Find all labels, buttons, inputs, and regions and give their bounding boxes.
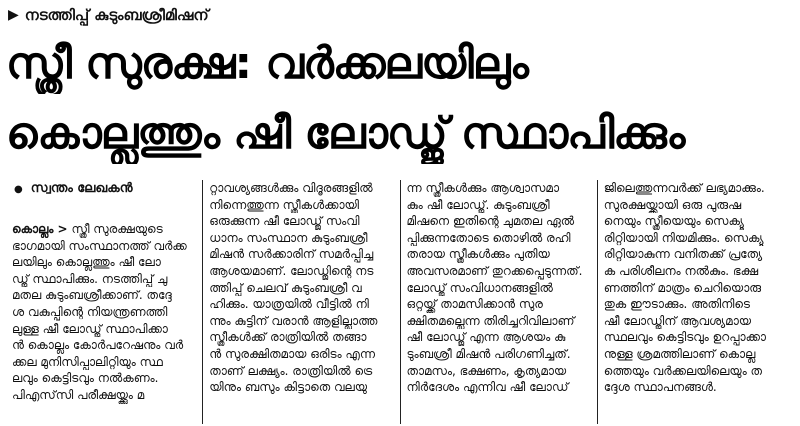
body-line: ണത്തിന് മാത്രം ചെറിയൊരു bbox=[603, 280, 762, 295]
body-line: ൻ കൊല്ലം കോർപറേഷനും വർ bbox=[12, 338, 184, 353]
headline-line-1: സ്ത്രീ സുരക്ഷ: വർക്കലയിലും bbox=[6, 38, 528, 89]
article-body bbox=[6, 180, 794, 424]
bullet-icon: ● bbox=[14, 184, 23, 195]
body-line: ലോഡ്ജ് സംവിധാനങ്ങളിൽ bbox=[406, 280, 553, 295]
byline-text: സ്വന്തം ലേഖകൻ bbox=[30, 181, 133, 196]
body-line: മിഷനെ ഇതിന്റെ ചുമതല ഏൽ bbox=[406, 214, 575, 229]
body-line: നിർദേശം എന്നിവ ഷീ ലോഡ് bbox=[406, 380, 569, 395]
body-line: ഡ്ജ് സ്ഥാപിക്കും. നടത്തിപ്പ് ചു bbox=[12, 271, 168, 286]
body-line: താണ് ലക്ഷ്യം. രാത്രിയിൽ ട്രെ bbox=[209, 363, 373, 378]
body-line: ക്കല മുനിസിപ്പാലിറ്റിയും സ്ഥ bbox=[12, 354, 163, 369]
body-line: ഹിക്കും. യാത്രയിൽ വീട്ടിൽ നി bbox=[209, 297, 369, 312]
body-line: അവസരമാണ് തുറക്കപ്പെടുന്നത്. bbox=[406, 263, 583, 278]
column-4 bbox=[598, 180, 794, 424]
body-line: നെയും സ്ത്രീയെയും സെക്യൂ bbox=[603, 214, 744, 229]
kicker-text: നടത്തിപ്പ് കുടുംബശ്രീമിഷന് bbox=[24, 6, 209, 24]
body-line: തരായ സ്ത്രീകൾക്കും പുതിയ bbox=[406, 247, 550, 262]
headline-line-2: കൊല്ലത്തും ഷീ ലോഡ്ജ് സ്ഥാപിക്കും bbox=[6, 108, 685, 159]
body-line: ധാനം സംസ്ഥാന കുടുംബശ്രീ bbox=[209, 230, 368, 245]
body-line-text: സ്ത്രീ സുരക്ഷയുടെ bbox=[71, 222, 163, 236]
body-line: ക്ഷിതമല്ലെന്ന തിരിച്ചറിവിലാണ് bbox=[406, 313, 575, 328]
body-line: രിറ്റിയായി നിയമിക്കും. സെക്യൂ bbox=[603, 230, 764, 245]
column-2 bbox=[203, 180, 400, 424]
body-line: ൻ സുരക്ഷിതമായ ഒരിടം എന്ന bbox=[209, 346, 376, 361]
body-line: ന്ന സ്ത്രീകൾക്കും ആശ്വാസമാ bbox=[406, 181, 560, 195]
body-line: പിഎസ്‌സി പരീക്ഷയ്ക്കും മ bbox=[12, 387, 145, 402]
body-line: ഷീ ലോഡ്ജ് എന്ന ആശയം കു bbox=[406, 330, 566, 345]
column-1 bbox=[6, 180, 203, 424]
body-line: ദ്ദേശ സ്ഥാപനങ്ങൾ. bbox=[603, 380, 717, 395]
body-line: റ്റാവശ്യങ്ങൾക്കും വിദൂരങ്ങളിൽ bbox=[209, 181, 373, 195]
triangle-arrow-icon: ▶ bbox=[8, 7, 19, 23]
body-line: തുക ഈടാക്കും. അതിനിടെ bbox=[603, 297, 750, 312]
body-line: ത്തിപ്പ് ചെലവ് കുടുംബശ്രീ വ bbox=[209, 280, 362, 295]
body-line: താമസം, ഭക്ഷണം, കൃത്യമായ bbox=[406, 363, 567, 378]
body-line: ഒറ്റയ്ക്ക് താമസിക്കാൻ സുര bbox=[406, 297, 543, 312]
body-line: യിനും ബസും കിട്ടാതെ വലയു bbox=[209, 380, 368, 395]
body-line: മിഷൻ സർക്കാരിന് സമർപ്പിച്ച bbox=[209, 247, 374, 262]
body-line bbox=[12, 221, 196, 238]
body-line: ശ വകുപ്പിന്റെ നിയന്ത്രണത്തി bbox=[12, 304, 168, 319]
body-line: ലുള്ള ഷീ ലോഡ്ജ് സ്ഥാപിക്കാ bbox=[12, 321, 168, 336]
body-line: ഭാഗമായി സംസ്ഥാനത്ത് വർക്ക bbox=[12, 238, 187, 253]
body-line: ടുംബശ്രീ മിഷൻ പരിഗണിച്ചത്. bbox=[406, 346, 571, 361]
column-3 bbox=[401, 180, 598, 424]
body-line: പ്പിക്കുന്നതോടെ തൊഴിൽ രഹി bbox=[406, 230, 571, 245]
body-line: രിറ്റിയാകുന്ന വനിതക്ക് പ്രത്യേ bbox=[603, 247, 763, 262]
body-line: സ്ത്രീകൾക്ക് രാത്രിയിൽ തങ്ങാ bbox=[209, 330, 367, 345]
body-line: കും ഷീ ലോഡ്ജ്. കുടുംബശ്രീ bbox=[406, 197, 550, 212]
body-line: മതല കുടുംബശ്രീക്കാണ്. തദ്ദേ bbox=[12, 288, 172, 303]
body-line: നിന്നെത്തുന്ന സ്ത്രീകൾക്കായി bbox=[209, 197, 359, 212]
byline bbox=[12, 180, 196, 199]
body-line: ആശയമാണ്. ലോഡ്ജിന്റെ നട bbox=[209, 263, 374, 278]
body-line: സ്ഥലവും കെട്ടിടവും ഉറപ്പാക്കാ bbox=[603, 330, 766, 345]
body-line: ജിലെത്തുന്നവർക്ക് ലഭ്യമാക്കും. bbox=[603, 181, 765, 195]
body-line: ത്തെയും വർക്കലയിലെയും ത bbox=[603, 363, 762, 378]
body-line: നുള്ള ശ്രമത്തിലാണ് കൊല്ല bbox=[603, 346, 756, 361]
dateline: കൊല്ലം > bbox=[12, 222, 68, 236]
body-line: ലയിലും കൊല്ലത്തും ഷീ ലോ bbox=[12, 255, 161, 270]
body-line: ഒരുക്കുന്ന ഷീ ലോഡ്ജ് സംവി bbox=[209, 214, 360, 229]
body-line: സുരക്ഷയ്ക്കായി ഒരു പുരുഷ bbox=[603, 197, 742, 212]
body-line: ന്നും കുട്ടിന് വരാൻ ആളില്ലാത്ത bbox=[209, 313, 378, 328]
body-line: ഷീ ലോഡ്ജിന് ആവശ്യമായ bbox=[603, 313, 752, 328]
kicker bbox=[8, 4, 209, 26]
body-line: ലവും കെട്ടിടവും നൽകണം. bbox=[12, 371, 159, 386]
body-line: ക പരിശീലനം നൽകും. ഭക്ഷ bbox=[603, 263, 759, 278]
